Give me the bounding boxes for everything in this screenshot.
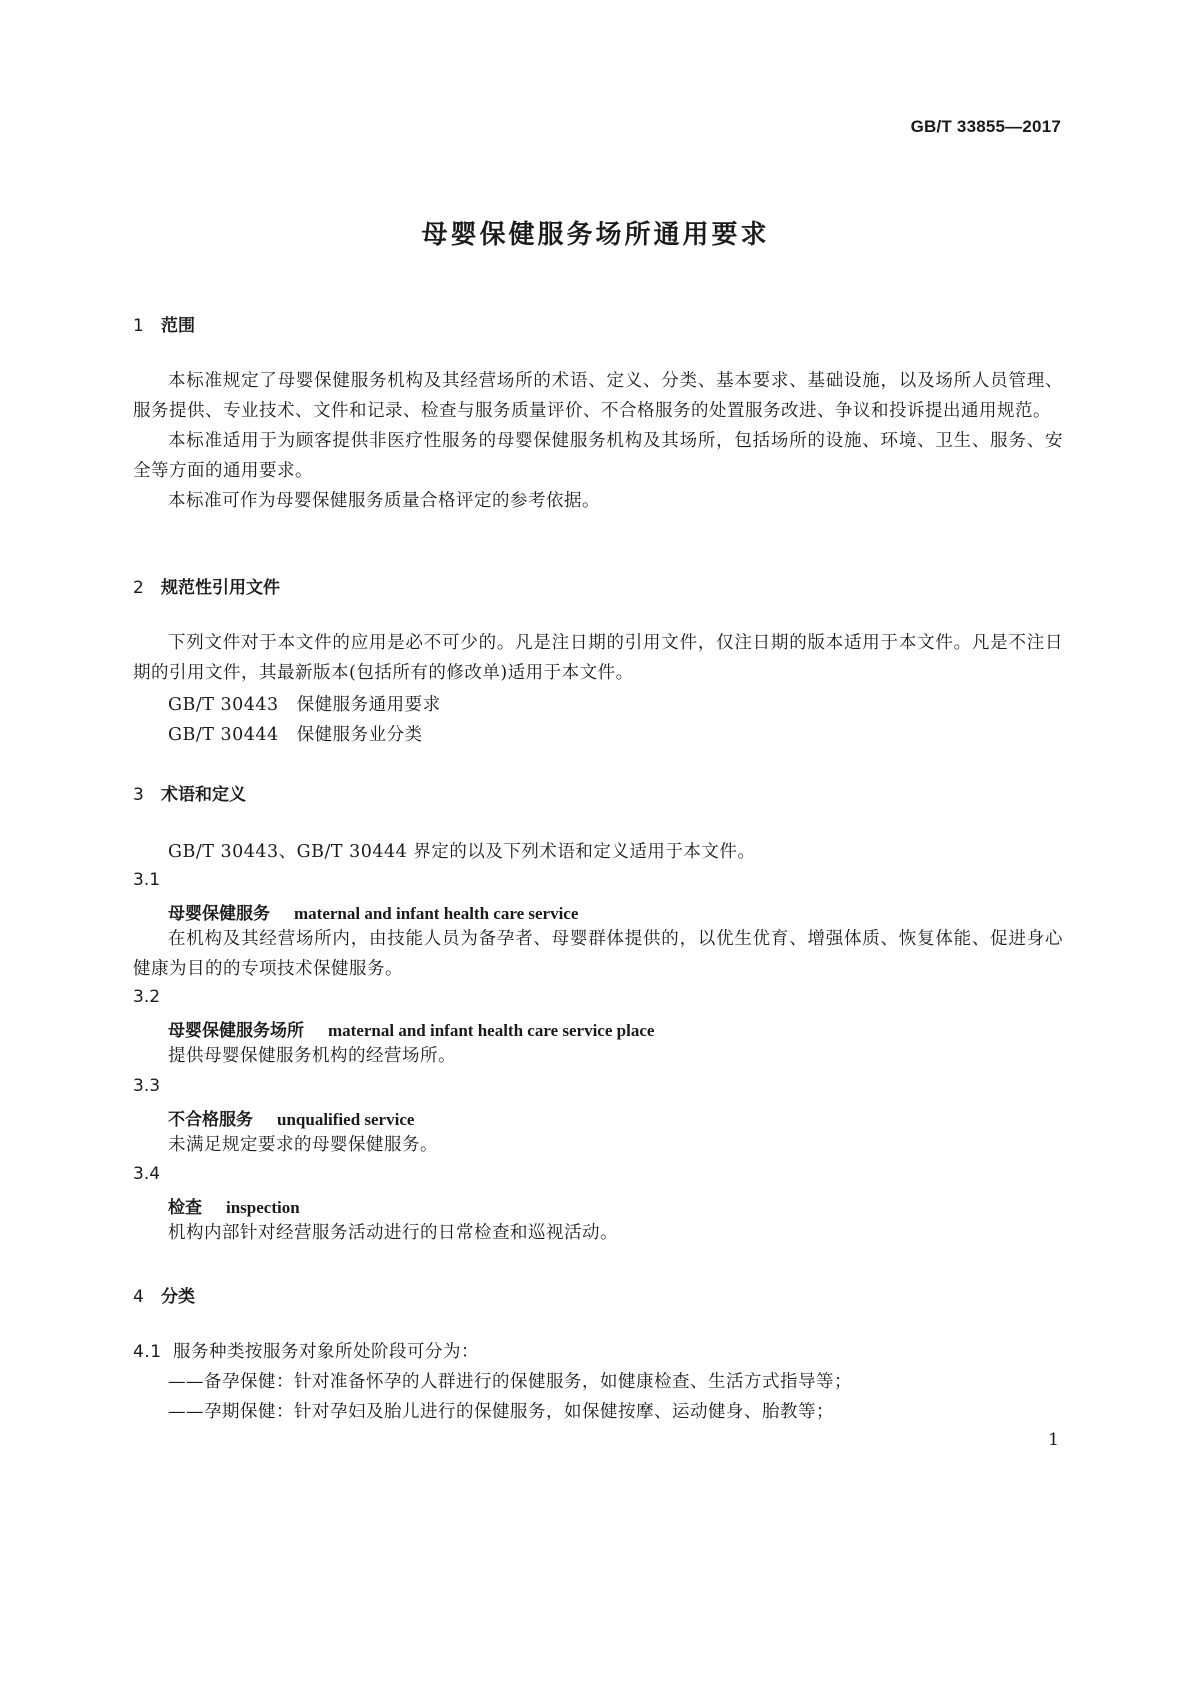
section-3-intro: GB/T 30443、GB/T 30444 界定的以及下列术语和定义适用于本文件。 bbox=[168, 842, 756, 862]
term-name-en: unqualified service bbox=[277, 1110, 415, 1129]
section-number: 1 bbox=[133, 316, 144, 336]
term-name-en: inspection bbox=[226, 1198, 300, 1217]
term-number: 3.4 bbox=[133, 1164, 161, 1184]
term-number: 3.3 bbox=[133, 1076, 161, 1096]
term-name-zh: 母婴保健服务场所 bbox=[168, 1021, 304, 1041]
term-name-en: maternal and infant health care service bbox=[294, 904, 579, 923]
term-name-zh: 不合格服务 bbox=[168, 1110, 253, 1130]
section-number: 3 bbox=[133, 785, 144, 805]
clause-4-1 bbox=[133, 1338, 479, 1363]
section-2-heading bbox=[133, 573, 280, 598]
clause-text: 服务种类按服务对象所处阶段可分为： bbox=[173, 1342, 479, 1362]
definition-text: 未满足规定要求的母婴保健服务。 bbox=[168, 1135, 438, 1155]
term-name bbox=[168, 1016, 654, 1041]
list-item: ——备孕保健：针对准备怀孕的人群进行的保健服务，如健康检查、生活方式指导等； bbox=[168, 1372, 852, 1392]
term-definition bbox=[133, 1041, 1063, 1071]
section-3-heading bbox=[133, 780, 246, 805]
reference-item: GB/T 30444 保健服务业分类 bbox=[168, 725, 423, 745]
definition-text: 机构内部针对经营服务活动进行的日常检查和巡视活动。 bbox=[168, 1223, 618, 1243]
paragraph: 本标准可作为母婴保健服务质量合格评定的参考依据。 bbox=[168, 491, 600, 511]
section-title: 规范性引用文件 bbox=[161, 578, 280, 598]
section-1-body bbox=[133, 366, 1063, 516]
definition-text: 在机构及其经营场所内，由技能人员为备孕者、母婴群体提供的，以优生优育、增强体质、恢复体能、促进身心健康为目的的专项技术保健服务。 bbox=[133, 929, 1063, 979]
document-title: 母婴保健服务场所通用要求 bbox=[421, 220, 770, 250]
term-name bbox=[168, 1105, 414, 1130]
definition-text: 提供母婴保健服务机构的经营场所。 bbox=[168, 1046, 456, 1066]
term-name bbox=[168, 899, 578, 924]
page-number: 1 bbox=[1048, 1430, 1059, 1450]
section-title: 术语和定义 bbox=[161, 785, 246, 805]
section-2-body bbox=[133, 628, 1063, 688]
term-name bbox=[168, 1193, 300, 1218]
term-definition bbox=[133, 1218, 1063, 1248]
section-1-heading bbox=[133, 311, 195, 336]
section-number: 2 bbox=[133, 578, 144, 598]
reference-item: GB/T 30443 保健服务通用要求 bbox=[168, 695, 441, 715]
term-number: 3.2 bbox=[133, 987, 161, 1007]
section-title: 分类 bbox=[161, 1287, 195, 1307]
list-item: ——孕期保健：针对孕妇及胎儿进行的保健服务，如保健按摩、运动健身、胎教等； bbox=[168, 1402, 834, 1422]
term-name-zh: 母婴保健服务 bbox=[168, 904, 270, 924]
term-definition bbox=[133, 1130, 1063, 1160]
clause-number: 4.1 bbox=[133, 1342, 162, 1362]
paragraph: 下列文件对于本文件的应用是必不可少的。凡是注日期的引用文件，仅注日期的版本适用于本文件。凡是不注日期的引用文件，其最新版本(包括所有的修改单)适用于本文件。 bbox=[133, 633, 1063, 683]
section-title: 范围 bbox=[161, 316, 195, 336]
section-4-heading bbox=[133, 1282, 195, 1307]
paragraph: 本标准适用于为顾客提供非医疗性服务的母婴保健服务机构及其场所，包括场所的设施、环境、卫生、服务、安全等方面的通用要求。 bbox=[133, 431, 1063, 481]
term-number: 3.1 bbox=[133, 870, 161, 890]
term-name-zh: 检查 bbox=[168, 1198, 202, 1218]
term-definition bbox=[133, 924, 1063, 984]
paragraph: 本标准规定了母婴保健服务机构及其经营场所的术语、定义、分类、基本要求、基础设施，以及场所人员管理、服务提供、专业技术、文件和记录、检查与服务质量评价、不合格服务的处置服务改进、争议和投诉提出通用规范。 bbox=[133, 371, 1063, 421]
standard-code: GB/T 33855—2017 bbox=[910, 117, 1061, 136]
section-number: 4 bbox=[133, 1287, 144, 1307]
term-name-en: maternal and infant health care service place bbox=[328, 1021, 655, 1040]
